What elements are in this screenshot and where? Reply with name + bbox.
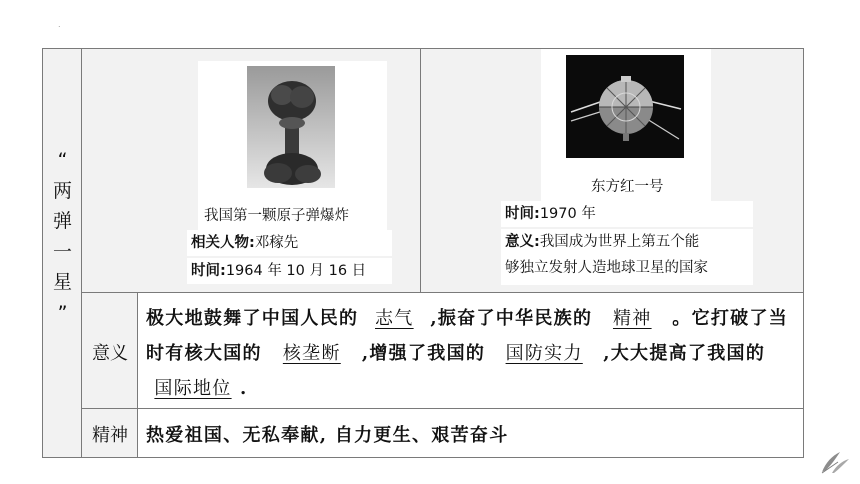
answer-blank: 精神	[612, 308, 652, 329]
answer-blank: 志气	[375, 308, 414, 329]
header-mark: .	[58, 20, 61, 29]
answer-blank: 国际地位	[154, 378, 232, 399]
meaning-line-2: 够独立发射人造地球卫星的国家	[505, 260, 708, 276]
title-char: 弹	[52, 210, 72, 232]
person-label: 相关人物:	[191, 235, 255, 251]
text-segment: ,增强了我国的	[361, 343, 486, 364]
significance-label-cell	[82, 293, 138, 409]
spirit-label: 精神	[92, 425, 128, 446]
meaning-label: 意义:	[505, 234, 540, 250]
vertical-title	[43, 145, 82, 328]
atomic-bomb-cell	[82, 49, 421, 293]
title-char: ”	[57, 301, 68, 324]
spirit-body-cell	[138, 409, 803, 457]
time-label: 时间:	[505, 206, 540, 222]
time-label: 时间:	[191, 263, 226, 279]
atomic-bomb-photo-card	[198, 61, 387, 234]
satellite-icon	[541, 49, 711, 169]
text-segment: 极大地鼓舞了中国人民的	[146, 308, 359, 329]
answer-blank: 国防实力	[505, 343, 583, 364]
satellite-time	[501, 201, 753, 227]
mushroom-cloud-icon	[198, 61, 387, 191]
atomic-bomb-time	[187, 258, 392, 284]
atomic-bomb-caption: 我国第一颗原子弹爆炸	[204, 208, 349, 224]
atomic-bomb-person	[187, 230, 392, 256]
leaf-decoration-icon	[818, 446, 852, 476]
title-char: 一	[52, 240, 72, 263]
title-char: 两	[52, 179, 72, 202]
text-segment: 。它打破了当时有核大国的	[146, 308, 789, 364]
person-value: 邓稼先	[254, 235, 299, 251]
satellite-cell	[421, 49, 803, 293]
text-segment: ,大大提高了我国的	[603, 343, 766, 364]
significance-label: 意义	[92, 343, 128, 364]
title-char: 星	[52, 271, 72, 293]
time-value: 1964 年 10 月 16 日	[225, 263, 367, 279]
spirit-label-cell	[82, 409, 138, 457]
spirit-text: 热爱祖国、无私奉献, 自力更生、艰苦奋斗	[146, 425, 509, 446]
satellite-meaning	[501, 229, 753, 285]
text-segment: ,振奋了中华民族的	[430, 308, 593, 329]
title-char: “	[57, 149, 68, 171]
text-segment: .	[240, 378, 248, 399]
answer-blank: 核垄断	[282, 343, 341, 364]
significance-paragraph	[146, 301, 796, 406]
meaning-line-1: 我国成为世界上第五个能	[539, 234, 700, 250]
satellite-caption: 东方红一号	[591, 179, 664, 195]
significance-body-cell	[138, 293, 803, 409]
satellite-photo-card	[541, 49, 711, 224]
two-bombs-one-satellite-table	[42, 48, 804, 458]
row-header-cell	[43, 49, 82, 457]
time-value: 1970 年	[539, 206, 596, 222]
